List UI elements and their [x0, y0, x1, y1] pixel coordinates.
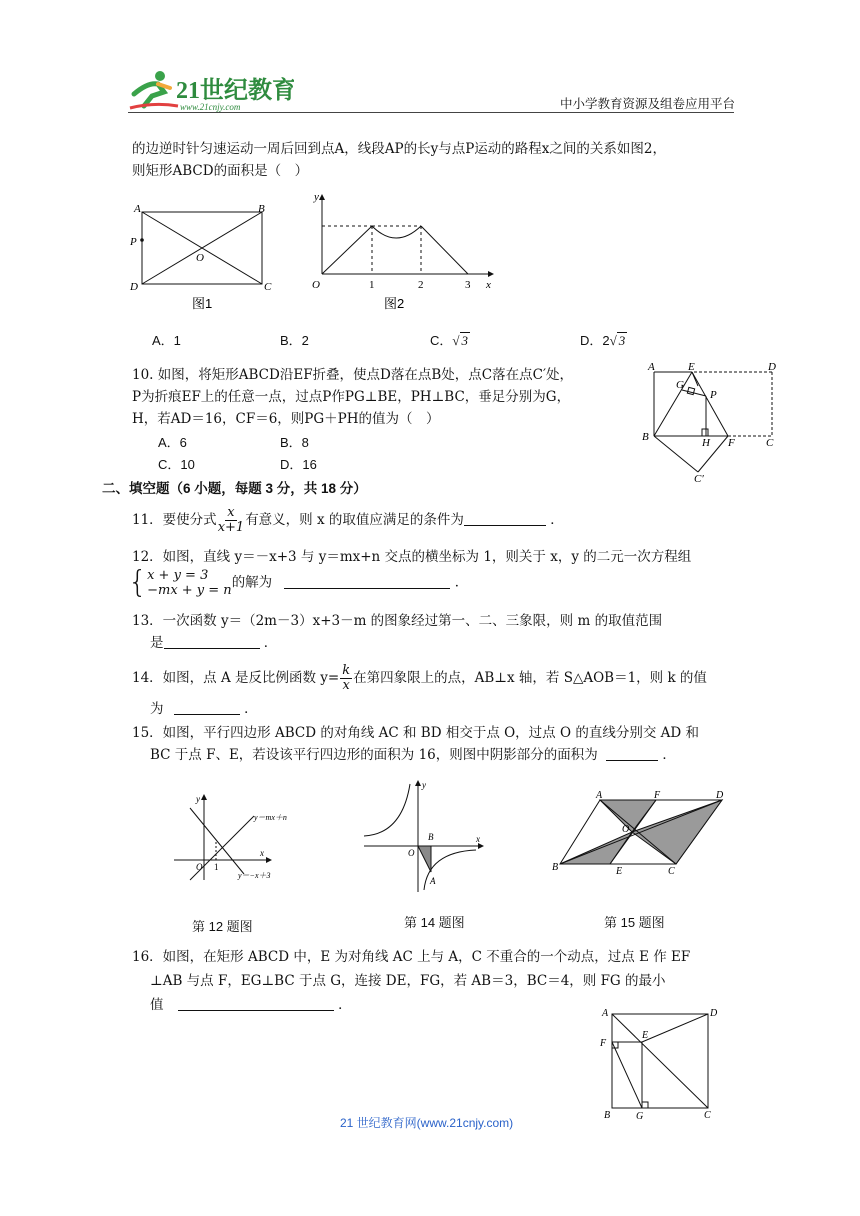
- svg-text:2: 2: [418, 279, 424, 291]
- q13-line1: 13．一次函数 y＝（2m－3）x+3－m 的图象经过第一、二、三象限，则 m 的取值范围: [132, 613, 663, 629]
- svg-text:F: F: [654, 790, 661, 801]
- q16-answer-blank[interactable]: [178, 996, 334, 1011]
- q9-line2: 则矩形ABCD的面积是（ ）: [132, 163, 309, 179]
- q9-figure2: [306, 190, 496, 320]
- svg-text:D: D: [130, 281, 138, 293]
- svg-text:O: O: [622, 824, 630, 835]
- section-title: 二、填空题（6 小题，每题 3 分，共 18 分）: [102, 481, 367, 496]
- q9-option-c: C．√ 3: [430, 333, 469, 348]
- svg-text:y＝mx＋n: y＝mx＋n: [254, 813, 287, 822]
- q9-option-b: B．2: [280, 333, 309, 348]
- q11: 11．要使分式 $\frac{x}{x+1}$ 有意义，则 x 的取值应满足的条件为 ．: [132, 505, 564, 535]
- q10-option-c: C．10: [158, 457, 195, 472]
- fig12: [166, 790, 296, 886]
- svg-text:O: O: [408, 848, 415, 858]
- svg-text:3: 3: [465, 279, 471, 291]
- q13-line2: 是 ．: [150, 635, 278, 651]
- svg-text:E: E: [642, 1030, 649, 1041]
- q10-option-b: B．8: [280, 435, 309, 450]
- q13-answer-blank[interactable]: [164, 634, 260, 649]
- q12-line1: 12．如图，直线 y＝－x+3 与 y＝mx+n 交点的横坐标为 1，则关于 x，y 的二元一次方程组: [132, 549, 692, 565]
- svg-text:A: A: [430, 876, 436, 886]
- svg-text:x: x: [260, 848, 264, 858]
- svg-text:x: x: [486, 279, 491, 291]
- svg-text:1: 1: [369, 279, 375, 291]
- svg-text:A: A: [596, 790, 603, 801]
- q16-figure: [596, 1004, 726, 1122]
- svg-text:C: C: [264, 281, 272, 293]
- svg-text:D: D: [710, 1008, 718, 1019]
- q9-option-a: A．1: [152, 333, 181, 348]
- q15-answer-blank[interactable]: [606, 746, 658, 761]
- svg-text:A: A: [648, 361, 655, 373]
- svg-text:y＝−x＋3: y＝−x＋3: [238, 871, 271, 880]
- q10-option-a: A．6: [158, 435, 187, 450]
- q15-line2: BC 于点 F、E，若设该平行四边形的面积为 16，则图中阴影部分的面积为 ．: [150, 747, 676, 763]
- fig14-caption: 第 14 题图: [404, 915, 465, 930]
- q14-answer-blank[interactable]: [174, 700, 240, 715]
- svg-text:F: F: [600, 1038, 607, 1049]
- svg-text:F: F: [728, 437, 735, 449]
- svg-text:D: D: [716, 790, 724, 801]
- q15-line1: 15．如图，平行四边形 ABCD 的对角线 AC 和 BD 相交于点 O，过点 O 的直线分别交 AD 和: [132, 725, 699, 741]
- q10-line1: 10. 如图，将矩形ABCD沿EF折叠，使点D落在点B处，点C落在点C′处，: [132, 367, 574, 383]
- svg-text:B: B: [552, 862, 559, 873]
- fig1-caption: 图1: [192, 296, 213, 311]
- logo-url: www.21cnjy.com: [180, 102, 241, 112]
- header-logo: [124, 68, 294, 112]
- svg-text:B: B: [258, 203, 265, 215]
- svg-text:B: B: [642, 431, 649, 443]
- q11-answer-blank[interactable]: [464, 511, 546, 526]
- svg-text:E: E: [616, 866, 623, 877]
- svg-text:y: y: [314, 191, 319, 203]
- q10-line3: H，若AD＝16，CF＝6，则PG＋PH的值为（ ）: [132, 411, 440, 427]
- svg-text:P: P: [130, 236, 137, 248]
- q10-line2: P为折痕EF上的任意一点，过点P作PG⊥BE，PH⊥BC，垂足分别为G，: [132, 389, 571, 405]
- svg-text:C: C: [668, 866, 675, 877]
- fig14: [358, 776, 488, 896]
- q9-option-d: D．2√ 3: [580, 333, 626, 348]
- fig15: [552, 788, 732, 880]
- platform-name: 中小学教育资源及组卷应用平台: [560, 97, 736, 111]
- svg-text:y: y: [196, 794, 200, 804]
- svg-text:A: A: [134, 203, 141, 215]
- q16-line3: 值 ．: [150, 997, 352, 1013]
- q14-line2: 为 ．: [150, 701, 258, 717]
- fig2-caption: 图2: [384, 296, 405, 311]
- svg-text:G: G: [636, 1111, 644, 1122]
- q9-figure1: [124, 198, 284, 318]
- svg-text:O: O: [196, 252, 204, 264]
- svg-text:B: B: [604, 1110, 611, 1121]
- svg-text:y: y: [422, 780, 426, 790]
- svg-text:P: P: [710, 389, 717, 401]
- svg-text:A: A: [602, 1008, 609, 1019]
- svg-text:C: C: [704, 1110, 711, 1121]
- svg-text:C: C: [766, 437, 774, 449]
- header-rule: [128, 112, 734, 113]
- svg-text:1: 1: [214, 862, 219, 872]
- svg-text:x: x: [476, 834, 480, 844]
- svg-text:C′: C′: [694, 473, 704, 484]
- fig12-caption: 第 12 题图: [192, 919, 253, 934]
- footer-link[interactable]: 21 世纪教育网(www.21cnjy.com): [340, 1116, 514, 1130]
- svg-text:O: O: [196, 862, 203, 872]
- q16-line2: ⊥AB 与点 F，EG⊥BC 于点 G，连接 DE，FG，若 AB＝3，BC＝4，则 FG 的最小: [150, 973, 666, 989]
- runner-logo-icon: [124, 68, 294, 112]
- q16-line1: 16．如图，在矩形 ABCD 中，E 为对角线 AC 上与 A，C 不重合的一个动点，过点 E 作 EF: [132, 949, 691, 965]
- svg-text:H: H: [702, 437, 710, 449]
- q9-line1: 的边逆时针匀速运动一周后回到点A，线段AP的长y与点P运动的路程x之间的关系如图2，: [132, 141, 666, 157]
- logo-text: 21世纪教育: [176, 78, 294, 104]
- svg-text:E: E: [688, 361, 695, 373]
- q12-line2: { x + y = 3 −mx + y = n 的解为 ．: [128, 565, 469, 600]
- q14-line1: 14．如图，点 A 是反比例函数 y= $\frac{k}{x}$ 在第四象限上的点，AB⊥x 轴，若 S△AOB＝1，则 k 的值: [132, 663, 707, 693]
- svg-text:O: O: [312, 279, 320, 291]
- svg-text:D: D: [768, 361, 776, 373]
- svg-text:B: B: [428, 832, 434, 842]
- svg-text:G: G: [676, 379, 684, 391]
- q10-figure: [636, 360, 786, 484]
- q10-option-d: D．16: [280, 457, 317, 472]
- q12-answer-blank[interactable]: [284, 574, 450, 589]
- fig15-caption: 第 15 题图: [604, 915, 665, 930]
